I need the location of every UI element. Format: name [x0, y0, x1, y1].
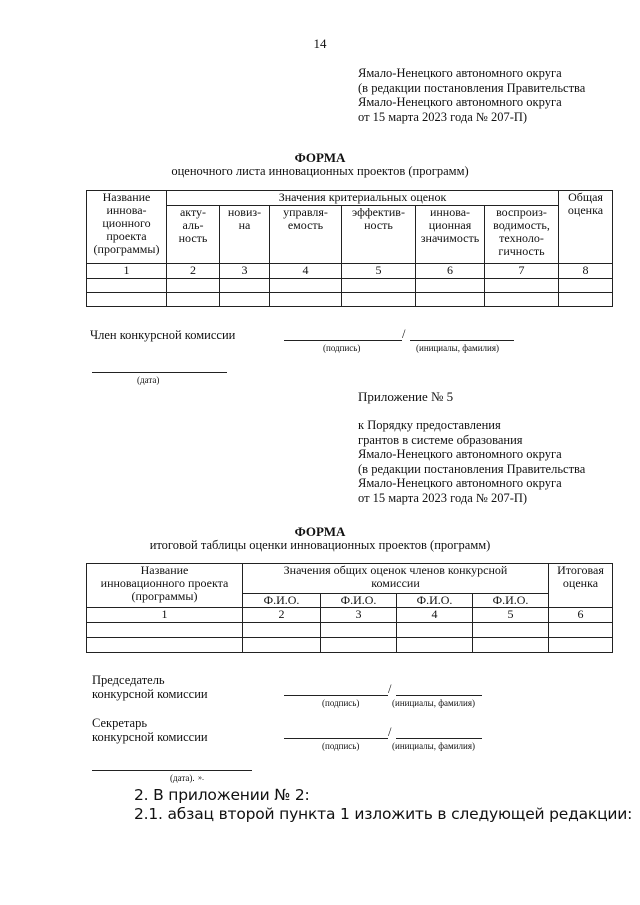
initials-line — [410, 340, 514, 341]
column-number: 6 — [416, 264, 485, 279]
commission-member-label: Член конкурсной комиссии — [90, 328, 236, 342]
appendix-line: грантов в системе образования — [358, 432, 523, 447]
body-paragraph: 2.1. абзац второй пункта 1 изложить в следующей редакции: — [134, 805, 633, 823]
empty-table-row — [87, 293, 613, 307]
column-number: 2 — [243, 608, 321, 623]
separator-slash: / — [388, 682, 392, 696]
date-caption: (дата) — [137, 375, 160, 385]
appendix-reference — [358, 418, 585, 505]
empty-table-row — [87, 623, 613, 638]
header-line: (в редакции постановления Правительства — [358, 80, 586, 95]
column-number-row — [87, 264, 613, 279]
column-number: 6 — [549, 608, 613, 623]
secretary-label: Секретарь конкурсной комиссии — [92, 716, 208, 744]
chairman-initials-line — [396, 695, 482, 696]
form1-title: ФОРМА — [294, 150, 346, 165]
column-number: 1 — [87, 608, 243, 623]
column-header-project-name: Название инновационного проекта (программы) — [87, 564, 243, 608]
column-header-innovation-significance: иннова- ционная значимость — [416, 206, 485, 264]
separator-slash: / — [388, 725, 392, 739]
signature-caption: (подпись) — [322, 698, 360, 708]
chairman-signature-line — [284, 695, 388, 696]
appendix-line: Ямало-Ненецкого автономного округа — [358, 476, 562, 490]
column-number-row — [87, 608, 613, 623]
column-number: 3 — [321, 608, 397, 623]
column-number: 4 — [270, 264, 342, 279]
column-number: 7 — [485, 264, 559, 279]
column-number: 3 — [220, 264, 270, 279]
appendix-line: от 15 марта 2023 года № 207-П) — [358, 490, 528, 505]
column-header-member-fio: Ф.И.О. — [243, 594, 321, 608]
date-caption: (дата). — [170, 773, 195, 783]
form1-subtitle: оценочного листа инновационных проектов (программ) — [171, 164, 469, 178]
initials-caption: (инициалы, фамилия) — [392, 741, 475, 751]
signature-line — [284, 340, 402, 341]
header-line: Ямало-Ненецкого автономного округа — [358, 95, 562, 109]
column-number: 5 — [342, 264, 416, 279]
form2-title: ФОРМА — [294, 524, 346, 539]
initials-caption: (инициалы, фамилия) — [416, 343, 499, 353]
column-header-novelty: новиз- на — [220, 206, 270, 264]
column-group-criteria-header: Значения критериальных оценок — [167, 191, 559, 206]
column-header-relevance: акту- аль- ность — [167, 206, 220, 264]
form2-subtitle: итоговой таблицы оценки инновационных проектов (программ) — [149, 538, 491, 552]
column-header-member-fio: Ф.И.О. — [397, 594, 473, 608]
closing-quote-mark: ». — [198, 773, 204, 782]
empty-table-row — [87, 638, 613, 653]
signature-caption: (подпись) — [322, 741, 360, 751]
appendix-line: (в редакции постановления Правительства — [358, 461, 586, 476]
appendix-line: Ямало-Ненецкого автономного округа — [358, 447, 562, 461]
separator-slash: / — [402, 327, 406, 341]
evaluation-sheet-table — [86, 190, 613, 307]
summary-table — [86, 563, 613, 653]
column-header-efficiency: эффектив- ность — [342, 206, 416, 264]
column-group-member-scores-header: Значения общих оценок членов конкурсной комиссии — [243, 564, 549, 594]
column-number: 2 — [167, 264, 220, 279]
secretary-initials-line — [396, 738, 482, 739]
column-header-manageability: управля- емость — [270, 206, 342, 264]
appendix-title: Приложение № 5 — [358, 389, 454, 404]
column-header-member-fio: Ф.И.О. — [321, 594, 397, 608]
date-line — [92, 770, 252, 771]
date-line — [92, 372, 227, 373]
header-line: Ямало-Ненецкого автономного округа — [358, 66, 562, 80]
page-number: 14 — [313, 36, 327, 51]
initials-caption: (инициалы, фамилия) — [392, 698, 475, 708]
empty-table-row — [87, 279, 613, 293]
signature-caption: (подпись) — [323, 343, 361, 353]
column-header-reproducibility: воспроиз- водимость, техноло- гичность — [485, 206, 559, 264]
column-header-final-score: Итоговая оценка — [549, 564, 613, 608]
column-header-total-score: Общая оценка — [559, 191, 613, 264]
column-number: 5 — [473, 608, 549, 623]
column-header-member-fio: Ф.И.О. — [473, 594, 549, 608]
column-header-project-name: Название иннова- ционного проекта (программы) — [87, 191, 167, 264]
appendix-line: к Порядку предоставления — [358, 418, 501, 432]
header-amendment-note — [358, 66, 585, 124]
column-number: 8 — [559, 264, 613, 279]
body-paragraph: 2. В приложении № 2: — [134, 786, 310, 804]
secretary-signature-line — [284, 738, 388, 739]
column-number: 4 — [397, 608, 473, 623]
chairman-label: Председатель конкурсной комиссии — [92, 673, 208, 701]
column-number: 1 — [87, 264, 167, 279]
header-line: от 15 марта 2023 года № 207-П) — [358, 109, 528, 124]
